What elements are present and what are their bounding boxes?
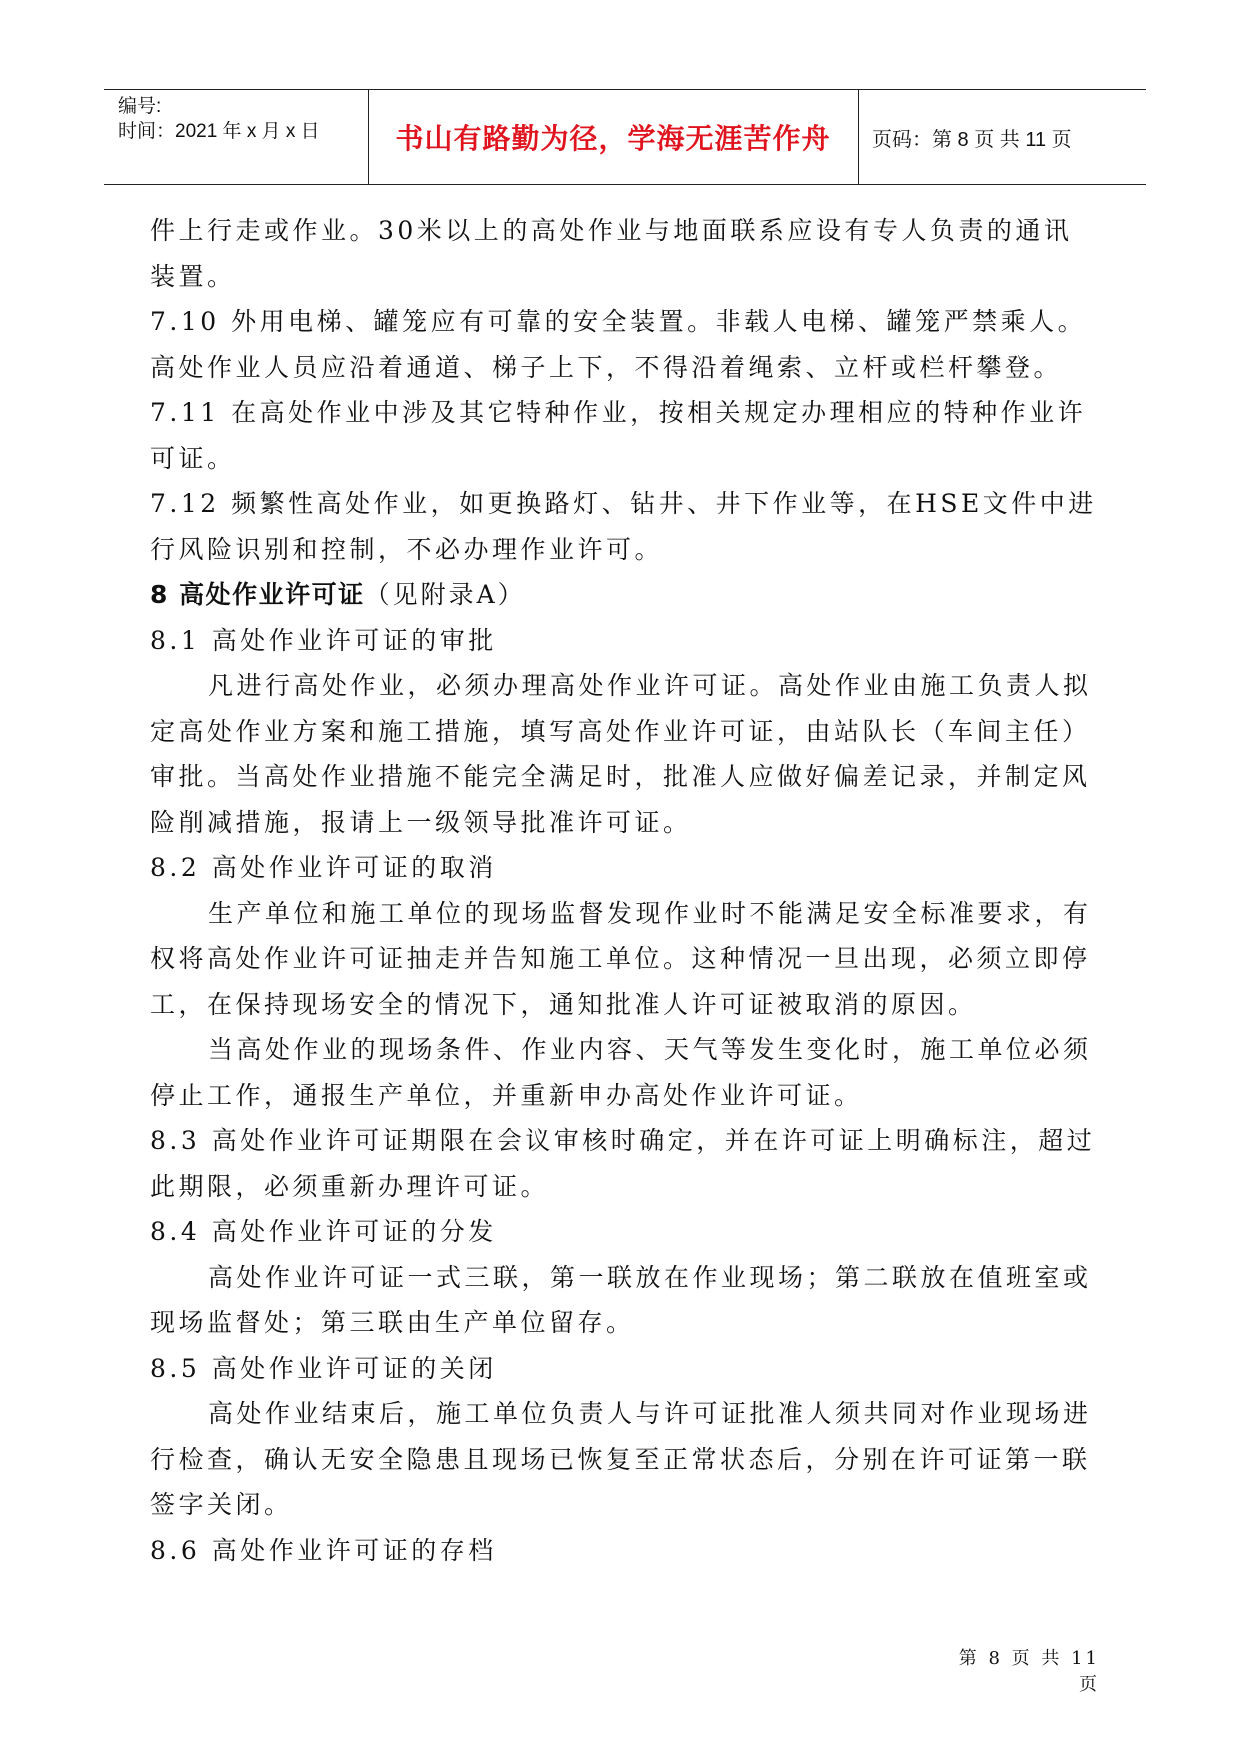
subsection-heading: 8.5 高处作业许可证的关闭 (150, 1353, 497, 1383)
document-body (150, 208, 1100, 1573)
section-heading-title: 8 高处作业许可证 (150, 580, 365, 609)
paragraph: 凡进行高处作业，必须办理高处作业许可证。高处作业由施工负责人拟定高处作业方案和施工措施，填写高处作业许可证，由站队长（车间主任）审批。当高处作业措施不能完全满足时，批准人应做好偏差记录，并制定风险削减措施，报请上一级领导批准许可证。 (150, 671, 1092, 837)
paragraph: 7.10 外用电梯、罐笼应有可靠的安全装置。非载人电梯、罐笼严禁乘人。高处作业人员应沿着通道、梯子上下，不得沿着绳索、立杆或栏杆攀登。 (150, 307, 1087, 382)
subsection-heading: 8.2 高处作业许可证的取消 (150, 853, 497, 882)
paragraph: 高处作业结束后，施工单位负责人与许可证批准人须共同对作业现场进行检查，确认无安全隐患且现场已恢复至正常状态后，分别在许可证第一联签字关闭。 (150, 1399, 1092, 1519)
number-label: 编号: (118, 96, 162, 117)
subsection-heading: 8.4 高处作业许可证的分发 (150, 1217, 497, 1246)
subsection-heading: 8.1 高处作业许可证的审批 (150, 625, 497, 655)
page-footer: 第 8 页 共 11 页 (958, 1648, 1100, 1695)
paragraph: 8.3 高处作业许可证期限在会议审核时确定，并在许可证上明确标注，超过此期限，必须重新办理许可证。 (150, 1126, 1096, 1201)
header-meta (118, 94, 363, 144)
header-motto: 书山有路勤为径，学海无涯苦作舟 (395, 122, 831, 155)
section-heading-suffix: （见附录A） (364, 580, 526, 609)
paragraph: 生产单位和施工单位的现场监督发现作业时不能满足安全标准要求，有权将高处作业许可证抽走并告知施工单位。这种情况一旦出现，必须立即停工，在保持现场安全的情况下，通知批准人许可证被取消的原因。 (150, 898, 1092, 1019)
paragraph: 7.11 在高处作业中涉及其它特种作业，按相关规定办理相应的特种作业许可证。 (150, 398, 1087, 473)
header-divider (858, 90, 859, 184)
header-page-number: 页码：第 8 页 共 11 页 (872, 128, 1072, 151)
paragraph: 7.12 频繁性高处作业，如更换路灯、钻井、井下作业等，在HSE文件中进行风险识别和控制，不必办理作业许可。 (150, 489, 1097, 564)
document-header (104, 89, 1146, 185)
paragraph: 当高处作业的现场条件、作业内容、天气等发生变化时，施工单位必须停止工作，通报生产单位，并重新申办高处作业许可证。 (150, 1035, 1092, 1110)
paragraph: 高处作业许可证一式三联，第一联放在作业现场；第二联放在值班室或现场监督处；第三联由生产单位留存。 (150, 1262, 1092, 1337)
section-heading (150, 572, 1100, 618)
time-label: 时间：2021 年 x 月 x 日 (118, 121, 320, 142)
subsection-heading: 8.6 高处作业许可证的存档 (150, 1535, 497, 1565)
paragraph: 件上行走或作业。30米以上的高处作业与地面联系应设有专人负责的通讯装置。 (150, 216, 1073, 291)
header-divider (368, 90, 369, 184)
